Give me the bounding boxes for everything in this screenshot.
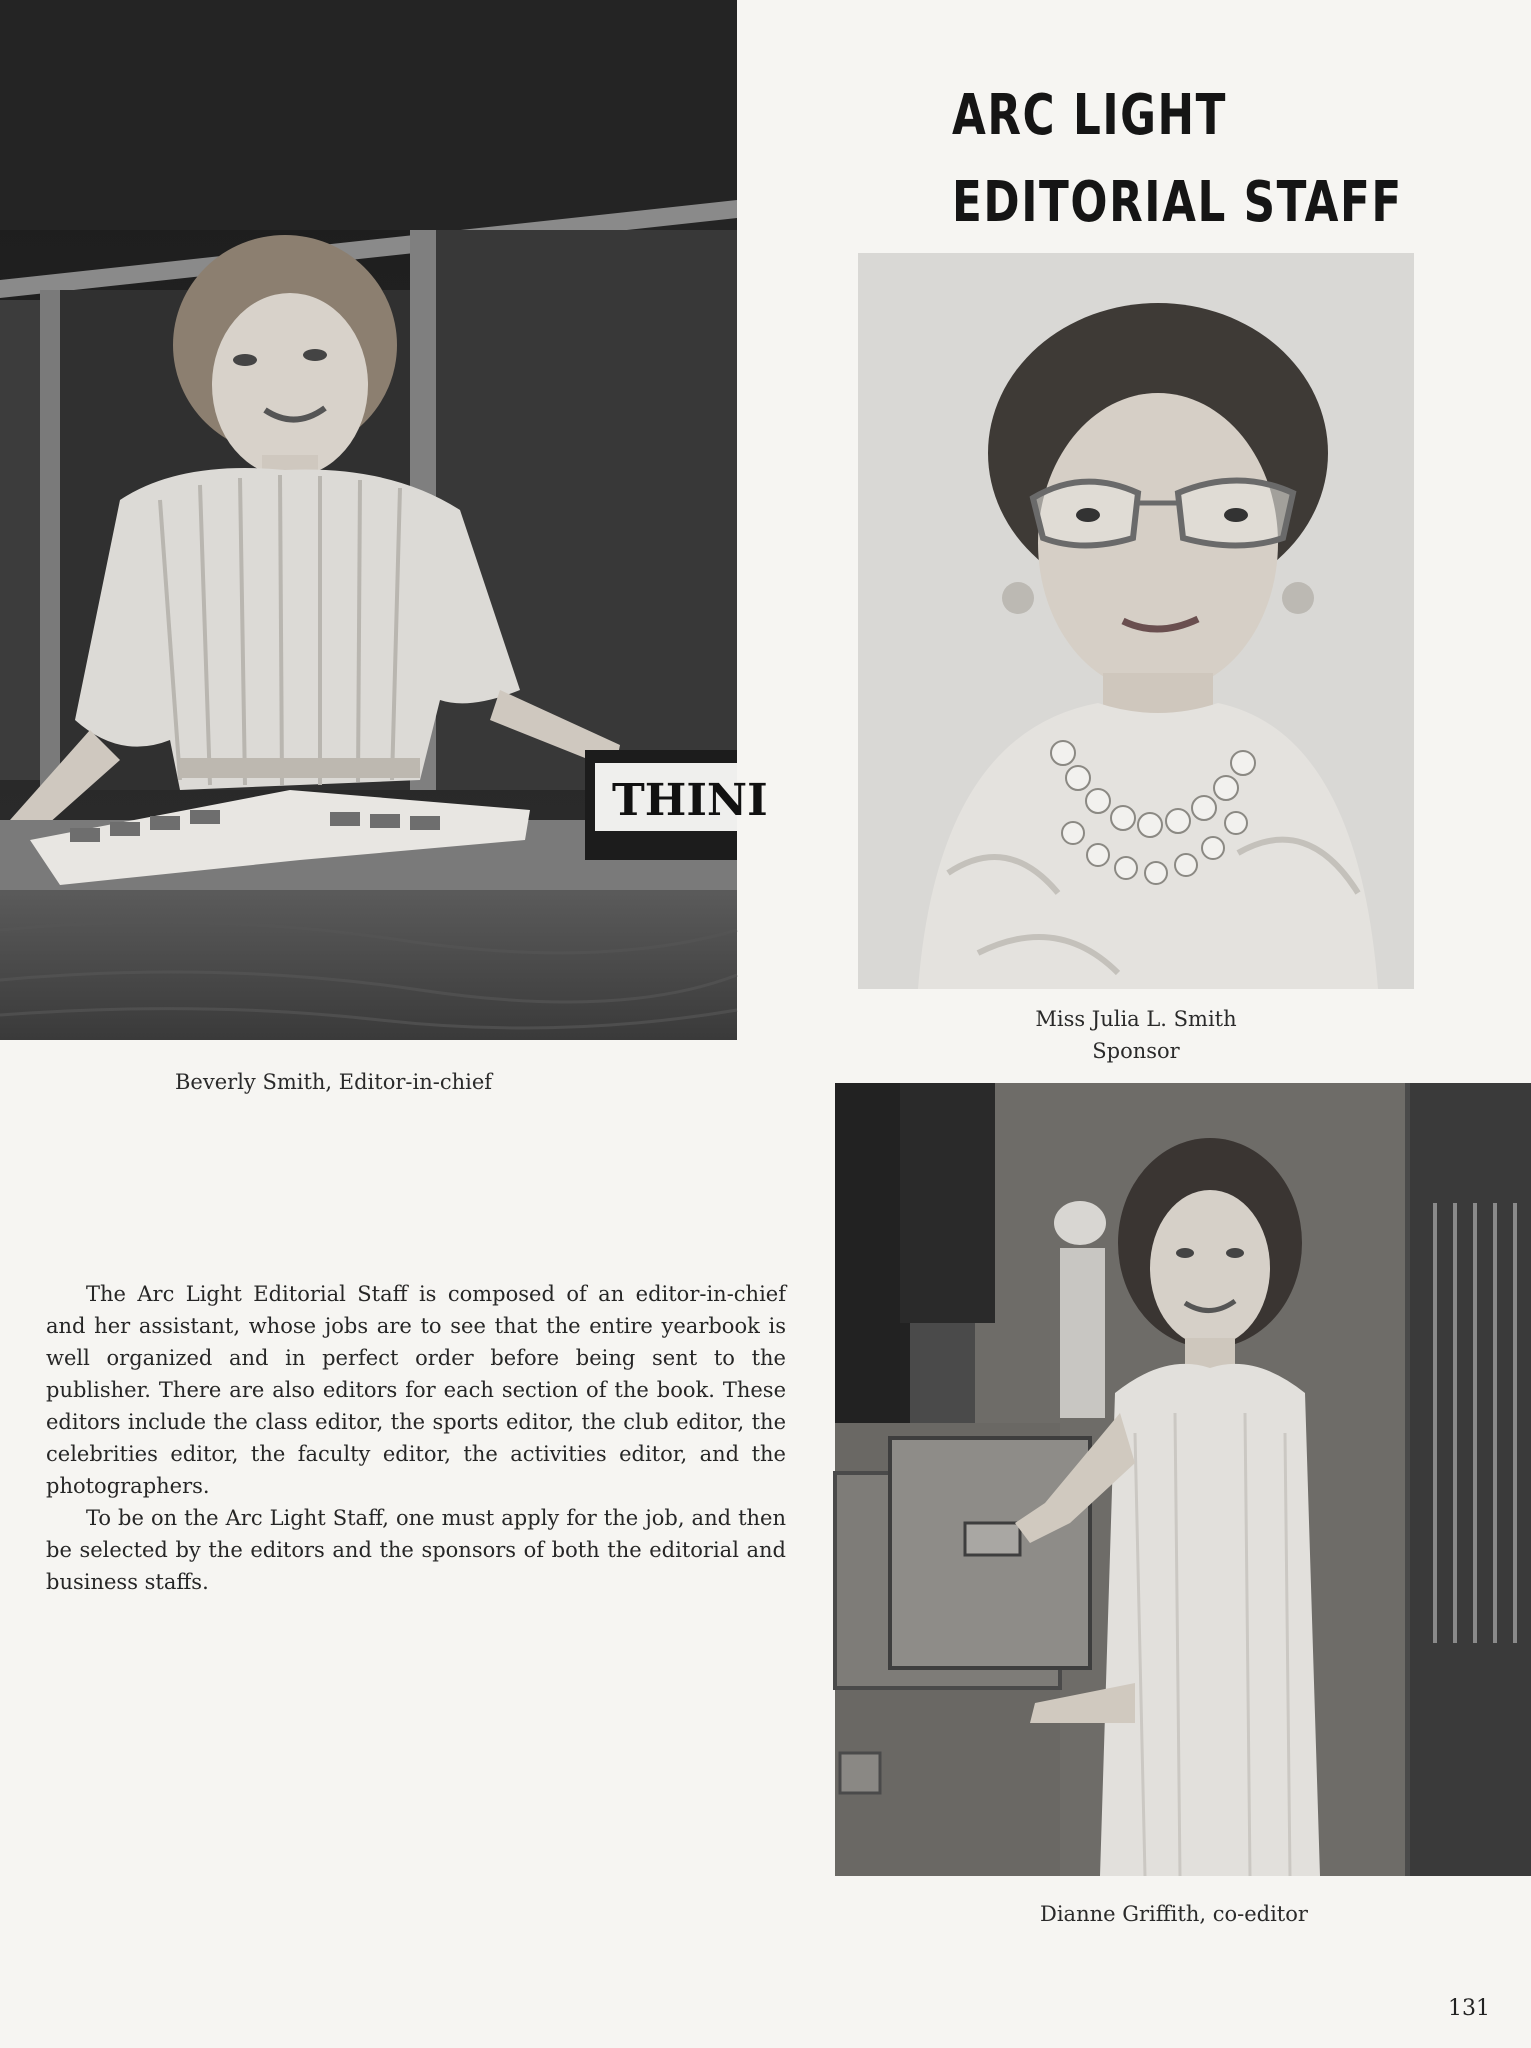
photo-editor-in-chief-image [0, 0, 768, 1040]
page-title-line-1: ARC LIGHT [952, 83, 1228, 148]
body-paragraph-2: To be on the Arc Light Staff, one must apply for the job, and then be selected by the editors and the sponsors of both the editorial and business staffs. [46, 1506, 786, 1594]
caption-sponsor-role: Sponsor [1092, 1039, 1180, 1063]
photo-editor-in-chief [0, 0, 768, 1040]
photo-sponsor-oval [858, 253, 1414, 989]
desk-sign-text: THINI [612, 775, 768, 826]
page-number: 131 [1448, 1996, 1490, 2021]
photo-co-editor-image [835, 1083, 1531, 1876]
photo-sponsor-image [858, 253, 1414, 989]
photo-co-editor [835, 1083, 1531, 1876]
caption-editor-in-chief: Beverly Smith, Editor-in-chief [175, 1070, 493, 1094]
caption-co-editor: Dianne Griffith, co-editor [1040, 1902, 1308, 1926]
body-text [46, 1278, 786, 1598]
page-title-line-2: EDITORIAL STAFF [952, 170, 1403, 235]
caption-sponsor-name: Miss Julia L. Smith [1035, 1007, 1237, 1031]
body-paragraph-1: The Arc Light Editorial Staff is composed of an editor-in-chief and her assistant, whose jobs are to see that the entire yearbook is well organized and in perfect order before being sent to the publisher. There are also editors for each section of the book. These editors include the class editor, the sports editor, the club editor, the celebrities editor, the faculty editor, the activities editor, and the photographers. [46, 1282, 786, 1498]
